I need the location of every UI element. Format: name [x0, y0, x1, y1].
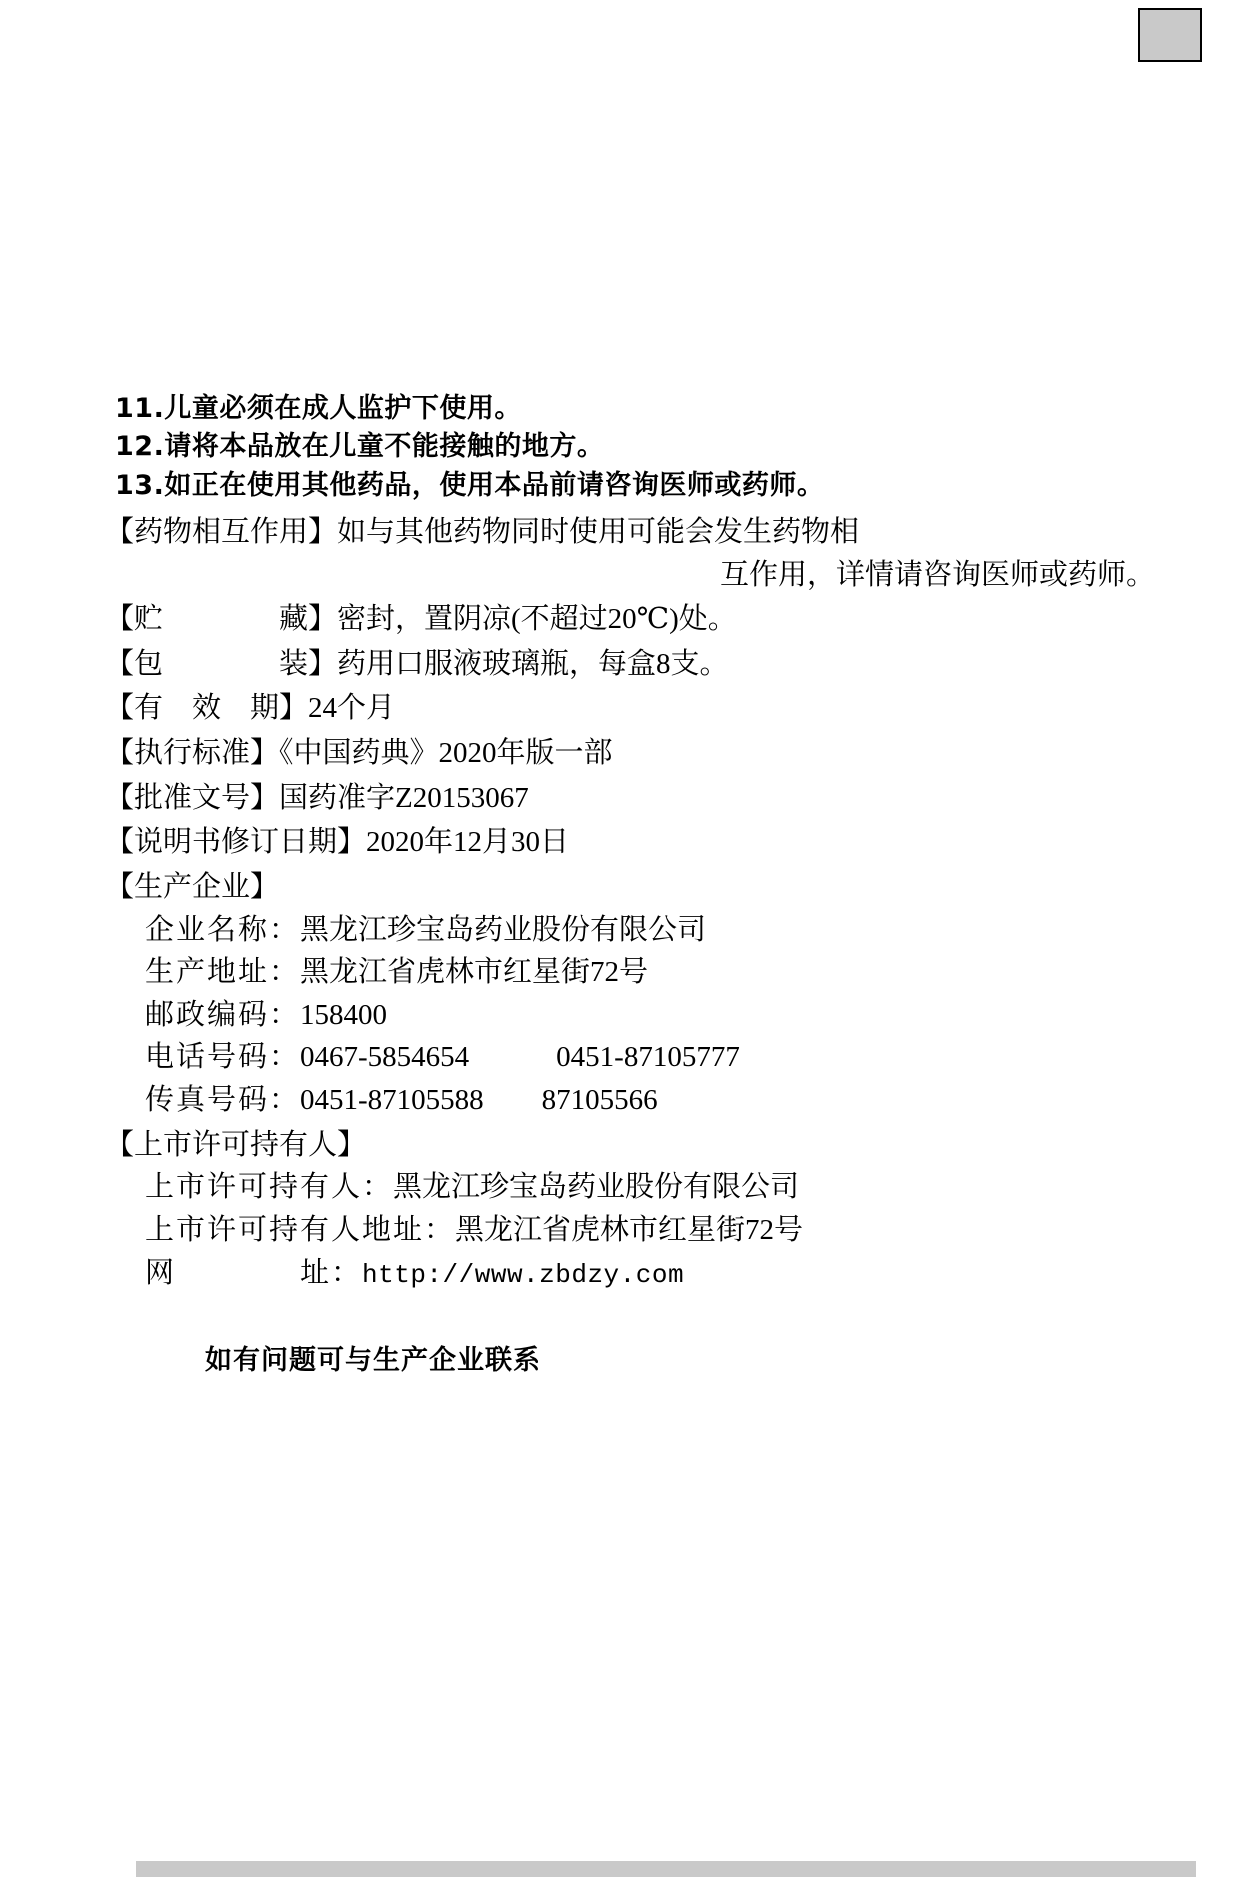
- document-sections: [105, 511, 1165, 1294]
- section-label: 【批准文号】: [105, 781, 280, 814]
- row-key: 电话号码：: [145, 1041, 301, 1074]
- section-standard: [105, 732, 1165, 775]
- section-label: 【说明书修订日期】: [105, 826, 367, 859]
- section-label: 【生产企业】: [105, 870, 280, 903]
- section-marketing-holder: [105, 1124, 1165, 1295]
- section-label: 【药物相互作用】: [105, 515, 338, 548]
- section-label: 【贮 藏】: [105, 603, 338, 636]
- section-manufacturer: [105, 866, 1165, 1122]
- section-text: 密封，置阴凉(不超过20℃)处。: [337, 603, 737, 636]
- holder-row: [105, 1209, 1165, 1252]
- section-text: 国药准字Z20153067: [279, 781, 529, 814]
- manufacturer-row: [105, 909, 1165, 952]
- section-text: 如与其他药物同时使用可能会发生药物相: [337, 515, 860, 548]
- document-content: [105, 390, 1165, 1377]
- holder-row: [105, 1166, 1165, 1209]
- section-revision-date: [105, 821, 1165, 864]
- website-link[interactable]: http://www.zbdzy.com: [362, 1259, 685, 1290]
- section-text: 24个月: [308, 692, 396, 725]
- section-label: 【上市许可持有人】: [105, 1128, 367, 1161]
- section-text-continued: 互作用，详情请咨询医师或药师。: [719, 558, 1155, 591]
- section-storage: [105, 598, 1165, 641]
- list-item: 13.如正在使用其他药品，使用本品前请咨询医师或药师。: [115, 469, 825, 501]
- section-label: 【有 效 期】: [105, 692, 309, 725]
- manufacturer-row: [105, 1036, 1165, 1079]
- list-item: 11.儿童必须在成人监护下使用。: [115, 393, 522, 424]
- row-key: 网 址：: [145, 1256, 363, 1289]
- section-label: 【包 装】: [105, 647, 338, 680]
- manufacturer-row: [105, 1079, 1165, 1122]
- section-packaging: [105, 643, 1165, 686]
- row-value: 黑龙江省虎林市红星街72号: [455, 1213, 804, 1246]
- row-key: 传真号码：: [145, 1084, 301, 1117]
- section-label: 【执行标准】: [105, 737, 280, 770]
- manufacturer-row: [105, 994, 1165, 1037]
- row-value: 黑龙江珍宝岛药业股份有限公司: [393, 1171, 800, 1204]
- warnings-list: [115, 390, 1165, 505]
- section-text: 《中国药典》2020年版一部: [279, 737, 613, 770]
- manufacturer-row: [105, 951, 1165, 994]
- registration-mark-top-right-icon: [1138, 8, 1202, 62]
- row-key: 邮政编码：: [145, 998, 301, 1031]
- section-validity: [105, 687, 1165, 730]
- row-value: 0467-5854654 0451-87105777: [300, 1041, 740, 1074]
- row-value: 0451-87105588 87105566: [300, 1084, 658, 1117]
- row-key: 上市许可持有人地址：: [145, 1213, 456, 1246]
- row-key: 企业名称：: [145, 913, 301, 946]
- row-value: 黑龙江省虎林市红星街72号: [300, 956, 649, 989]
- row-value: 158400: [300, 998, 388, 1031]
- section-text: 药用口服液玻璃瓶，每盒8支。: [337, 647, 729, 680]
- holder-website-row: [105, 1252, 1165, 1295]
- section-text: 2020年12月30日: [366, 826, 570, 859]
- section-approval-number: [105, 777, 1165, 820]
- registration-mark-bottom-icon: [136, 1861, 1196, 1877]
- section-drug-interaction: [105, 511, 1165, 596]
- footer-note: 如有问题可与生产企业联系: [205, 1345, 541, 1377]
- row-key: 生产地址：: [145, 956, 301, 989]
- list-item: 12.请将本品放在儿童不能接触的地方。: [115, 431, 605, 463]
- row-key: 上市许可持有人：: [145, 1171, 394, 1204]
- row-value: 黑龙江珍宝岛药业股份有限公司: [300, 913, 707, 946]
